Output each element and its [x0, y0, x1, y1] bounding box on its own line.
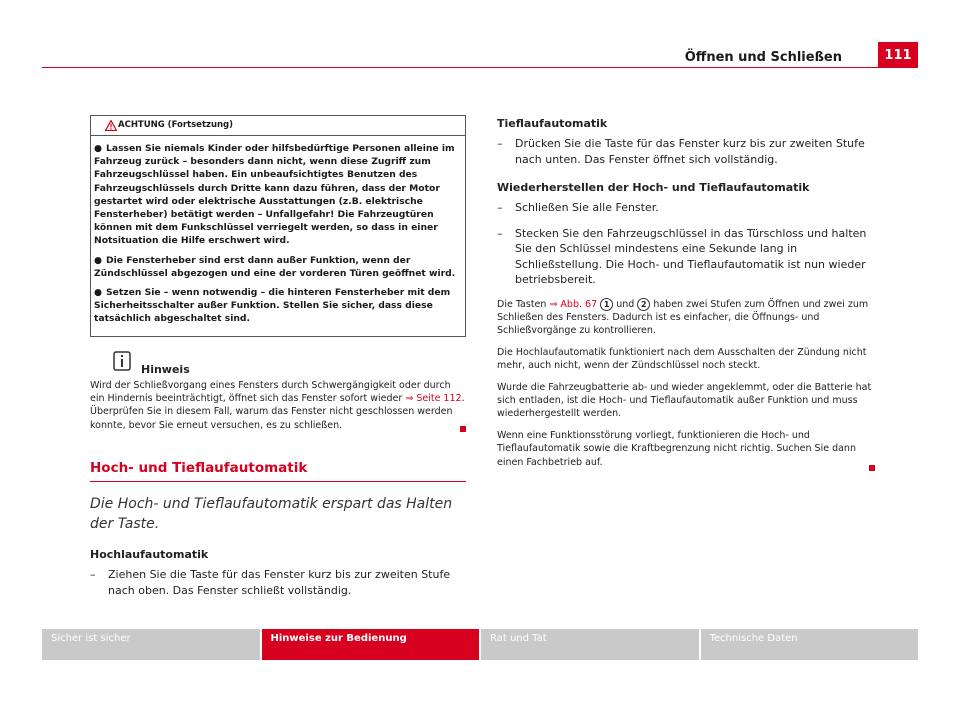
paragraph-stoerung: Wenn eine Funktionsstörung vorliegt, funktionieren die Hoch- und Tieflaufautomatik sowie die Kraftbegrenzung nicht richtig. Suchen Sie dann einen Fachbetrieb auf.	[497, 429, 875, 469]
warning-bullet: ● Lassen Sie niemals Kinder oder hilfsbedürftige Personen alleine im Fahrzeug zurück – besonders dann nicht, wenn diese Zugriff zum Fahrzeugschlüssel haben. Ein unbeaufsichtigtes Benutzen des Fahrzeugschlüssels durch Dritte kann dazu führen, dass der Motor gestartet wird oder elektrische Ausstattungen (z.B. elektrische Fensterheber) betätigt werden – Unfallgefahr! Die Fahrzeugtüren können mit dem Funkschlüssel verriegelt werden, so dass in einer Notsituation die Hilfe erschwert wird.	[94, 143, 455, 247]
page-reference-link[interactable]: ⇒ Seite 112	[405, 393, 462, 405]
warning-triangle-icon	[105, 120, 117, 131]
end-mark-icon	[460, 426, 466, 432]
page-number: 111	[878, 42, 918, 68]
paragraph-zuendung: Die Hochlaufautomatik funktioniert nach dem Ausschalten der Zündung nicht mehr, auch nicht, wenn der Zündschlüssel noch steckt.	[497, 346, 867, 372]
warning-header	[91, 116, 465, 136]
footer-nav	[42, 629, 918, 660]
restore-heading: Wiederherstellen der Hoch- und Tieflaufautomatik	[497, 181, 810, 194]
tieflauf-heading: Tieflaufautomatik	[497, 117, 608, 130]
bullet-icon: ●	[94, 254, 103, 266]
footer-tab-rat[interactable]: Rat und Tat	[481, 629, 699, 660]
key-number-badge: 2	[637, 298, 650, 311]
tieflauf-step: – Drücken Sie die Taste für das Fenster kurz bis zur zweiten Stufe nach unten. Das Fenster öffnet sich vollständig.	[497, 137, 865, 166]
hochlauf-step: – Ziehen Sie die Taste für das Fenster kurz bis zur zweiten Stufe nach oben. Das Fenster schließt vollständig.	[90, 568, 451, 597]
note-block	[90, 351, 466, 433]
end-mark-icon	[869, 465, 875, 471]
warning-bullet: ● Setzen Sie – wenn notwendig – die hinteren Fensterheber mit dem Sicherheitsschalter außer Funktion. Stellen Sie sicher, dass diese tatsächlich abgeschaltet sind.	[94, 287, 451, 325]
warning-box	[90, 115, 466, 337]
hochlauf-heading: Hochlaufautomatik	[90, 548, 209, 562]
info-note-icon	[113, 351, 131, 371]
figure-reference-link[interactable]: ⇒ Abb. 67	[549, 298, 598, 310]
bullet-icon: ●	[94, 143, 103, 154]
footer-tab-technik[interactable]: Technische Daten	[701, 629, 919, 660]
footer-tab-sicher[interactable]: Sicher ist sicher	[42, 629, 260, 660]
warning-bullet: ● Die Fensterheber sind erst dann außer Funktion, wenn der Zündschlüssel abgezogen und eine der vorderen Türen geöffnet wird.	[94, 254, 456, 279]
right-column	[497, 115, 875, 475]
restore-step: – Stecken Sie den Fahrzeugschlüssel in das Türschloss und halten Sie den Schlüssel mindestens eine Sekunde lang in Schließstellung. Die Hoch- und Tieflaufautomatik ist nun wieder betriebsbereit.	[497, 226, 867, 286]
left-column	[90, 115, 466, 598]
paragraph-batterie: Wurde die Fahrzeugbatterie ab- und wieder angeklemmt, oder die Batterie hat sich entladen, ist die Hoch- und Tieflaufautomatik außer Funktion und muss wiederhergestellt werden.	[497, 381, 872, 420]
footer-tab-bedienung[interactable]: Hinweise zur Bedienung	[262, 629, 480, 660]
warning-heading: ACHTUNG (Fortsetzung)	[118, 119, 234, 130]
paragraph-tasten: Die Tasten ⇒ Abb. 67 1 und 2 haben zwei Stufen zum Öffnen und zwei zum Schließen des Fensters. Dadurch ist es einfacher, die Öffnungs- und Schließvorgänge zu kontrollieren.	[497, 298, 869, 337]
key-number-badge: 1	[600, 298, 613, 311]
note-text: Wird der Schließvorgang eines Fensters durch Schwergängigkeit oder durch ein Hindernis beeinträchtigt, öffnet sich das Fenster sofort wieder ⇒ Seite 112. Überprüfen Sie in diesem Fall, warum das Fenster nicht geschlossen werden konnte, bevor Sie erneut versuchen, es zu schließen.	[90, 379, 465, 431]
warning-body	[91, 136, 465, 336]
note-title: Hinweis	[141, 362, 190, 376]
bullet-icon: ●	[94, 287, 103, 299]
header-divider	[42, 67, 878, 68]
section-title: Hoch- und Tieflaufautomatik	[90, 460, 466, 482]
page-header-title: Öffnen und Schließen	[684, 50, 842, 65]
section-subtitle: Die Hoch- und Tieflaufautomatik erspart das Halten der Taste.	[90, 496, 453, 533]
restore-step: – Schließen Sie alle Fenster.	[497, 201, 659, 214]
